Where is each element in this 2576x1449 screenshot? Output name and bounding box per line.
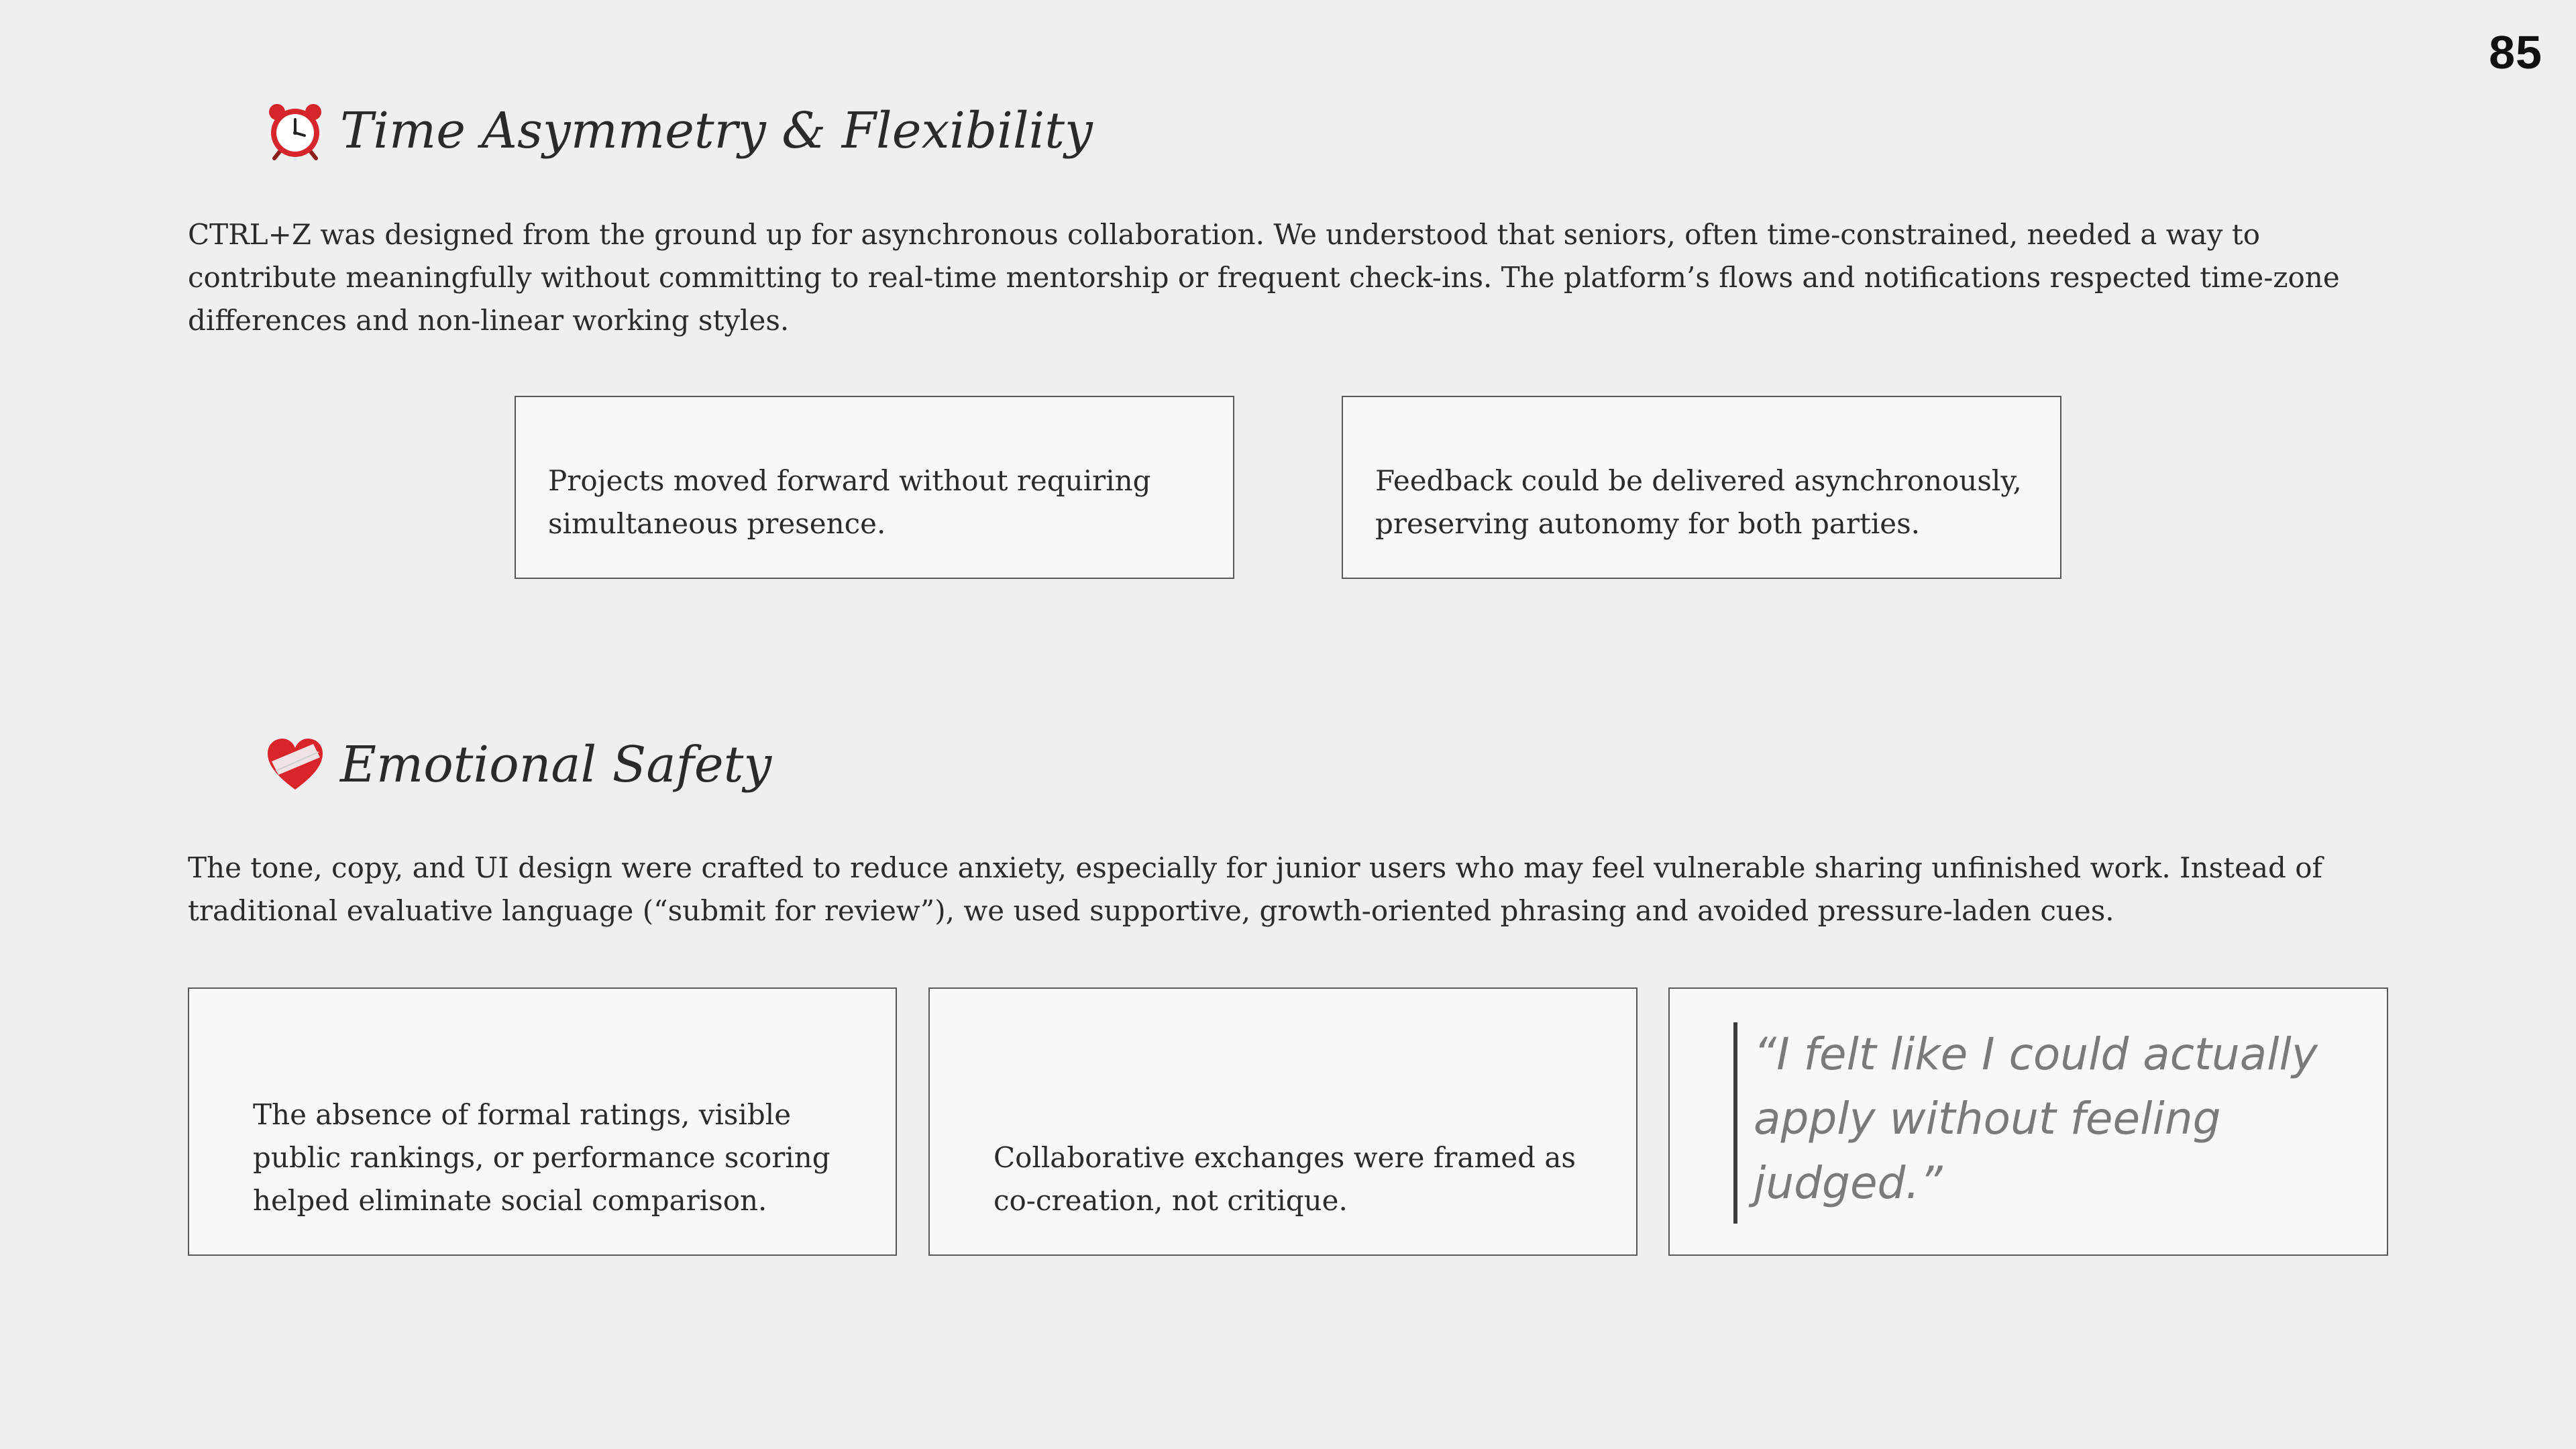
info-card [188,987,897,1256]
section-title-time: Time Asymmetry & Flexibility [340,102,1093,160]
section-title-emotional: Emotional Safety [340,736,772,794]
card-text: The absence of formal ratings, visible public rankings, or performance scoring helped eliminate social comparison. [253,1098,830,1217]
card-text: Collaborative exchanges were framed as co-creation, not critique. [994,1141,1576,1217]
quote-card [1668,987,2388,1256]
section-heading-time [265,101,1093,161]
info-card [928,987,1638,1256]
section-paragraph-emotional: The tone, copy, and UI design were crafted to reduce anxiety, especially for junior users who may feel vulnerable sharing unfinished work. Instead of traditional evaluative language (“submit for review”), we used supportive, growth-oriented phrasing and avoided pressure-laden cues. [188,851,2323,927]
quote-bar [1733,1022,1737,1224]
section-heading-emotional [265,735,771,795]
card-text: Projects moved forward without requiring simultaneous presence. [548,464,1151,540]
info-card [1342,396,2061,579]
page-number: 85 [2489,26,2542,78]
mending-heart-icon [265,735,325,795]
card-text: Feedback could be delivered asynchronously, preserving autonomy for both parties. [1375,464,2022,540]
info-card [515,396,1234,579]
testimonial-quote: “I felt like I could actually apply without feeling judged.” [1754,1028,2318,1209]
section-paragraph-time: CTRL+Z was designed from the ground up for asynchronous collaboration. We understood that seniors, often time-constrained, needed a way to contribute meaningfully without committing to real-time mentorship or frequent check-ins. The platform’s flows and notifications respected time-zone differences and non-linear working styles. [188,218,2340,337]
alarm-clock-icon [265,101,325,161]
